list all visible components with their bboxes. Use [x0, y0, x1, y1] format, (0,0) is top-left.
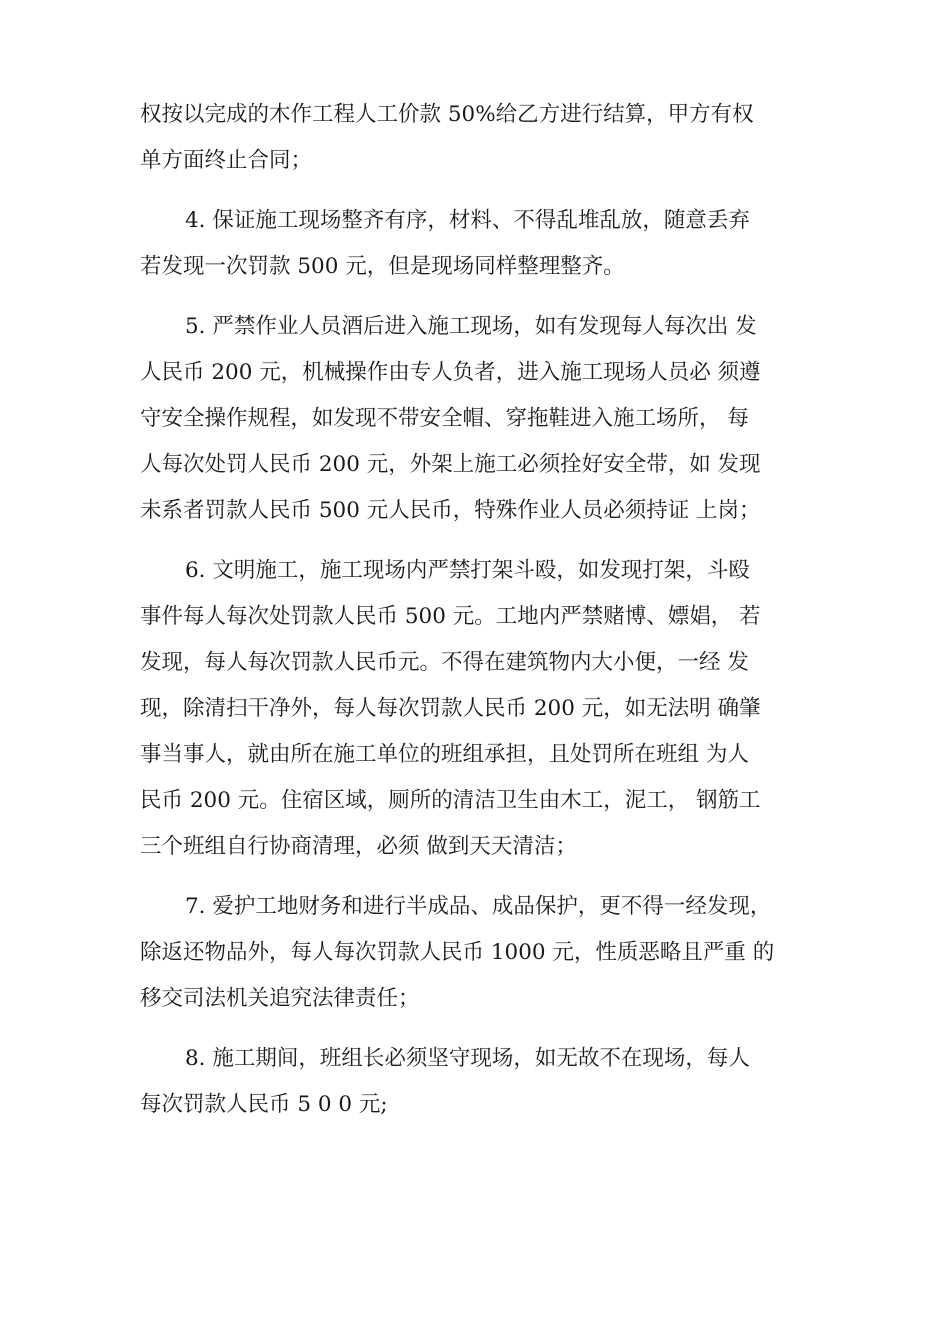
text-line: 7. 爱护工地财务和进行半成品、成品保护，更不得一经发现， — [185, 894, 772, 919]
text-line: 5. 严禁作业人员酒后进入施工现场，如有发现每人每次出 发 — [185, 314, 757, 339]
paragraph-item-7 — [140, 884, 840, 1022]
text-line: 每次罚款人民币 5 0 0 元; — [140, 1092, 388, 1117]
paragraph-item-6 — [140, 548, 840, 870]
text-line: 单方面终止合同； — [140, 148, 313, 173]
paragraph-item-8 — [140, 1036, 840, 1128]
text-line: 人民币 200 元，机械操作由专人负者，进入施工现场人员必 须遵 — [140, 360, 761, 385]
text-line: 人每次处罚人民币 200 元，外架上施工必须拴好安全带，如 发现 — [140, 452, 761, 477]
text-line: 8. 施工期间，班组长必须坚守现场，如无故不在现场，每人 — [185, 1046, 750, 1071]
text-line: 4. 保证施工现场整齐有序，材料、不得乱堆乱放，随意丢弃 — [185, 208, 750, 233]
text-line: 若发现一次罚款 500 元，但是现场同样整理整齐。 — [140, 254, 625, 279]
text-line: 现，除清扫干净外，每人每次罚款人民币 200 元，如无法明 确肇 — [140, 696, 761, 721]
paragraph-item-5 — [140, 304, 840, 534]
text-line: 除返还物品外，每人每次罚款人民币 1000 元，性质恶略且严重 的 — [140, 940, 775, 965]
text-line: 守安全操作规程，如发现不带安全帽、穿拖鞋进入施工场所， 每 — [140, 406, 749, 431]
text-line: 事当事人，就由所在施工单位的班组承担，且处罚所在班组 为人 — [140, 742, 749, 767]
text-line: 发现，每人每次罚款人民币元。不得在建筑物内大小便，一经 发 — [140, 650, 749, 675]
text-line: 移交司法机关追究法律责任； — [140, 986, 420, 1011]
paragraph-item-4 — [140, 198, 840, 290]
text-line: 未系者罚款人民币 500 元人民币，特殊作业人员必须持证 上岗； — [140, 498, 761, 523]
text-line: 三个班组自行协商清理，必须 做到天天清洁； — [140, 834, 577, 859]
text-line: 事件每人每次处罚款人民币 500 元。工地内严禁赌博、嫖娼， 若 — [140, 604, 761, 629]
text-line: 民币 200 元。住宿区域，厕所的清洁卫生由木工，泥工， 钢筋工 — [140, 788, 761, 813]
text-line: 6. 文明施工，施工现场内严禁打架斗殴，如发现打架，斗殴 — [185, 558, 750, 583]
paragraph-intro — [140, 92, 840, 184]
document-body — [140, 92, 840, 1128]
text-line: 权按以完成的木作工程人工价款 50%给乙方进行结算，甲方有权 — [140, 102, 754, 127]
